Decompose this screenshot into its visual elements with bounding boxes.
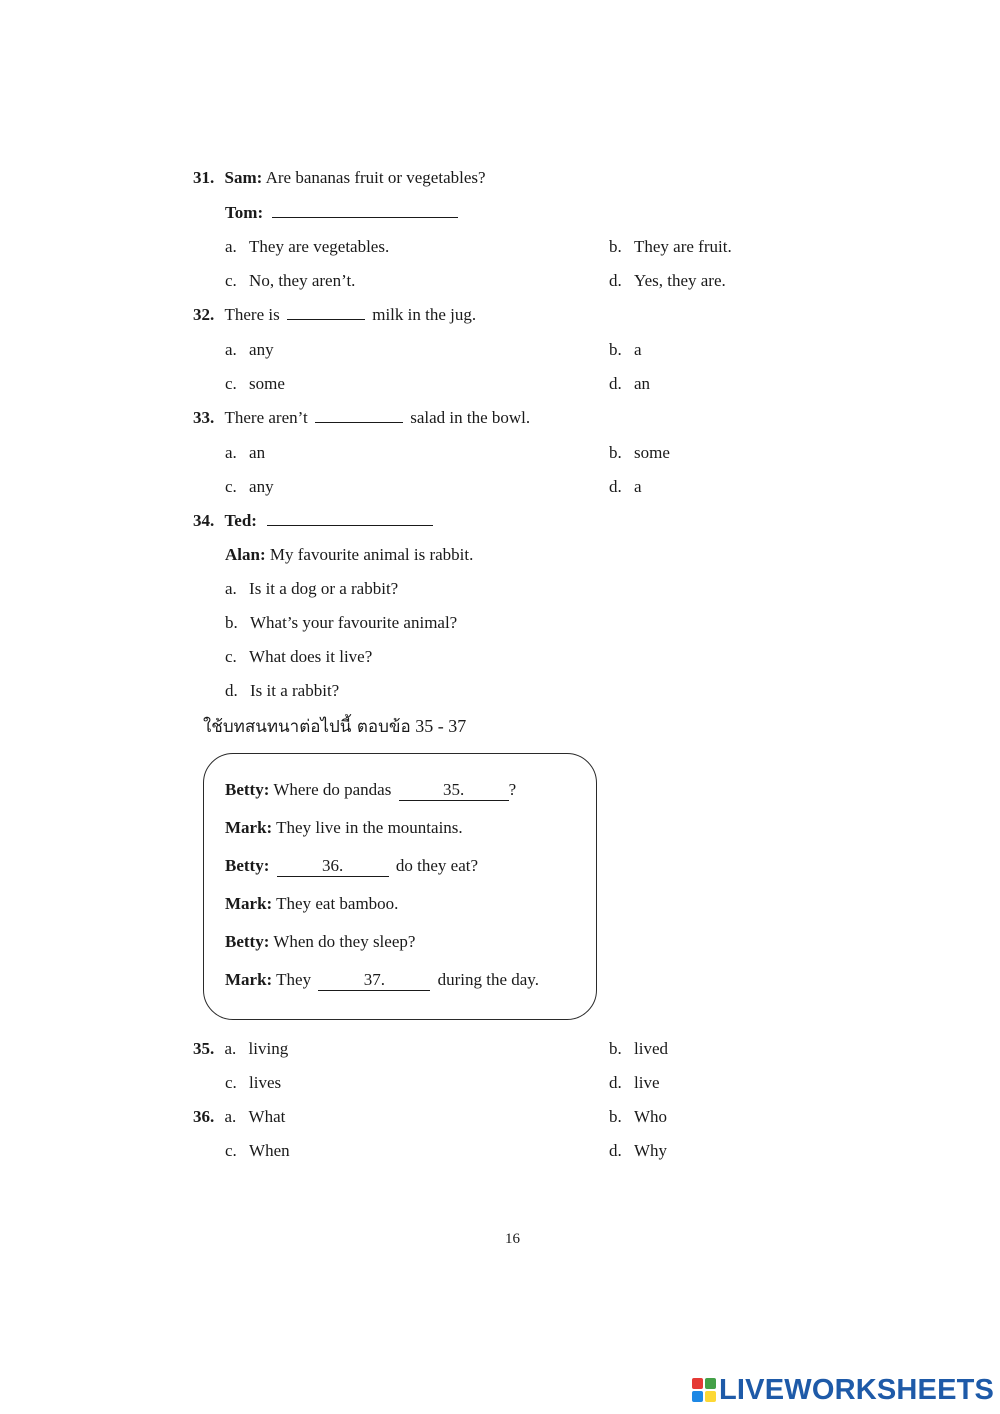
speaker-label: Alan: (225, 545, 266, 564)
option-letter: a. (224, 1107, 237, 1126)
question-text-after: milk in the jug. (372, 305, 477, 324)
option-text: lives (249, 1073, 282, 1092)
option-letter: d. (609, 477, 622, 496)
option-34b[interactable] (225, 613, 457, 633)
section-instruction (203, 714, 466, 739)
option-31b[interactable] (609, 237, 732, 257)
question-text-after: salad in the bowl. (410, 408, 531, 427)
option-text: an (249, 443, 266, 462)
option-31a[interactable] (225, 237, 389, 257)
question-31-response-line (225, 203, 458, 223)
option-31c[interactable] (225, 271, 355, 291)
option-35c[interactable] (225, 1073, 281, 1093)
option-text: a (634, 340, 642, 359)
option-letter: b. (609, 1107, 622, 1126)
speaker-label: Mark: (225, 970, 273, 989)
option-letter: c. (225, 1073, 237, 1092)
answer-blank[interactable] (272, 203, 458, 218)
option-31d[interactable] (609, 271, 726, 291)
option-letter: d. (609, 271, 622, 290)
option-text: some (249, 374, 285, 393)
option-33a[interactable] (225, 443, 265, 463)
option-letter: b. (225, 613, 238, 632)
answer-blank[interactable] (287, 305, 365, 320)
option-letter: c. (225, 374, 237, 393)
option-letter: c. (225, 271, 237, 290)
answer-blank[interactable] (315, 408, 403, 423)
dialogue-text: When do they sleep? (273, 932, 416, 951)
question-text: Are bananas fruit or vegetables? (265, 168, 486, 187)
question-number: 31. (193, 168, 215, 187)
logo-square-red (692, 1378, 703, 1389)
question-34-response-line (225, 545, 473, 565)
logo-text: LIVEWORKSHEETS (719, 1373, 995, 1406)
option-letter: d. (609, 1141, 622, 1160)
option-letter: c. (225, 1141, 237, 1160)
logo-square-blue (692, 1391, 703, 1402)
option-35d[interactable] (609, 1073, 660, 1093)
option-text: living (248, 1039, 289, 1058)
option-36a[interactable] (193, 1107, 285, 1127)
liveworksheets-icon (692, 1378, 716, 1402)
option-text: any (249, 340, 274, 359)
option-36b[interactable] (609, 1107, 667, 1127)
option-35b[interactable] (609, 1039, 668, 1059)
question-34-stem (193, 511, 433, 531)
option-35a[interactable] (193, 1039, 288, 1059)
option-33b[interactable] (609, 443, 670, 463)
question-number: 32. (193, 305, 215, 324)
option-letter: a. (225, 340, 237, 359)
option-32d[interactable] (609, 374, 650, 394)
option-letter: a. (225, 579, 237, 598)
answer-blank[interactable] (267, 511, 433, 526)
option-32a[interactable] (225, 340, 274, 360)
option-text: lived (634, 1039, 668, 1058)
option-letter: d. (225, 681, 238, 700)
option-32c[interactable] (225, 374, 285, 394)
option-32b[interactable] (609, 340, 642, 360)
option-text: Why (634, 1141, 668, 1160)
option-text: any (249, 477, 274, 496)
liveworksheets-logo (692, 1375, 994, 1405)
dialogue-line-6 (225, 970, 539, 991)
dialogue-text: They live in the mountains. (276, 818, 463, 837)
option-34a[interactable] (225, 579, 398, 599)
option-36d[interactable] (609, 1141, 667, 1161)
page-number: 16 (505, 1231, 520, 1247)
logo-square-green (705, 1378, 716, 1389)
question-number: 34. (193, 511, 215, 530)
option-letter: c. (225, 647, 237, 666)
option-34d[interactable] (225, 681, 339, 701)
option-letter: b. (609, 237, 622, 256)
dialogue-line-1 (225, 780, 516, 801)
question-number: 35. (193, 1039, 215, 1058)
option-text: Who (634, 1107, 668, 1126)
speaker-label: Tom: (225, 203, 264, 222)
option-text: They are fruit. (634, 237, 732, 256)
option-text: What (248, 1107, 286, 1126)
question-text-before: There aren’t (224, 408, 308, 427)
logo-square-yellow (705, 1391, 716, 1402)
option-text: When (249, 1141, 290, 1160)
speaker-label: Sam: (224, 168, 263, 187)
dialogue-text: do they eat? (395, 856, 479, 875)
dialogue-line-3 (225, 856, 478, 877)
option-letter: c. (225, 477, 237, 496)
option-letter: a. (225, 237, 237, 256)
dialogue-text: ? (508, 780, 517, 799)
speaker-label: Mark: (225, 894, 273, 913)
dialogue-line-5 (225, 932, 415, 952)
dialogue-text: They (276, 970, 312, 989)
option-letter: d. (609, 374, 622, 393)
question-number: 36. (193, 1107, 215, 1126)
option-36c[interactable] (225, 1141, 290, 1161)
option-letter: b. (609, 443, 622, 462)
question-number: 33. (193, 408, 215, 427)
speaker-label: Ted: (224, 511, 257, 530)
speaker-label: Betty: (225, 932, 270, 951)
option-33d[interactable] (609, 477, 642, 497)
dialogue-text: Where do pandas (273, 780, 392, 799)
dialogue-text: They eat bamboo. (276, 894, 399, 913)
option-letter: b. (609, 340, 622, 359)
option-34c[interactable] (225, 647, 372, 667)
question-31-stem (193, 168, 486, 188)
option-letter: d. (609, 1073, 622, 1092)
option-text: Is it a rabbit? (250, 681, 340, 700)
question-text-before: There is (224, 305, 280, 324)
speaker-label: Betty: (225, 856, 270, 875)
instruction-range: 35 - 37 (415, 716, 467, 736)
option-text: Is it a dog or a rabbit? (249, 579, 399, 598)
option-letter: b. (609, 1039, 622, 1058)
response-text: My favourite animal is rabbit. (269, 545, 474, 564)
option-text: What does it live? (249, 647, 373, 666)
option-text: an (634, 374, 651, 393)
speaker-label: Mark: (225, 818, 273, 837)
option-letter: a. (225, 443, 237, 462)
instruction-thai: ใช้บทสนทนาต่อไปนี้ ตอบข้อ (203, 717, 411, 737)
option-text: No, they aren’t. (249, 271, 356, 290)
dialogue-text: during the day. (437, 970, 539, 989)
option-text: They are vegetables. (249, 237, 390, 256)
dialogue-blank-35[interactable]: 35. (399, 780, 509, 801)
option-text: some (634, 443, 670, 462)
option-text: live (634, 1073, 660, 1092)
question-33-stem (193, 408, 530, 428)
option-text: What’s your favourite animal? (250, 613, 458, 632)
dialogue-line-4 (225, 894, 398, 914)
option-33c[interactable] (225, 477, 274, 497)
dialogue-blank-37[interactable]: 37. (318, 970, 430, 991)
dialogue-blank-36[interactable]: 36. (277, 856, 389, 877)
option-text: a (634, 477, 642, 496)
question-32-stem (193, 305, 476, 325)
option-text: Yes, they are. (634, 271, 726, 290)
option-letter: a. (224, 1039, 237, 1058)
dialogue-line-2 (225, 818, 463, 838)
speaker-label: Betty: (225, 780, 270, 799)
